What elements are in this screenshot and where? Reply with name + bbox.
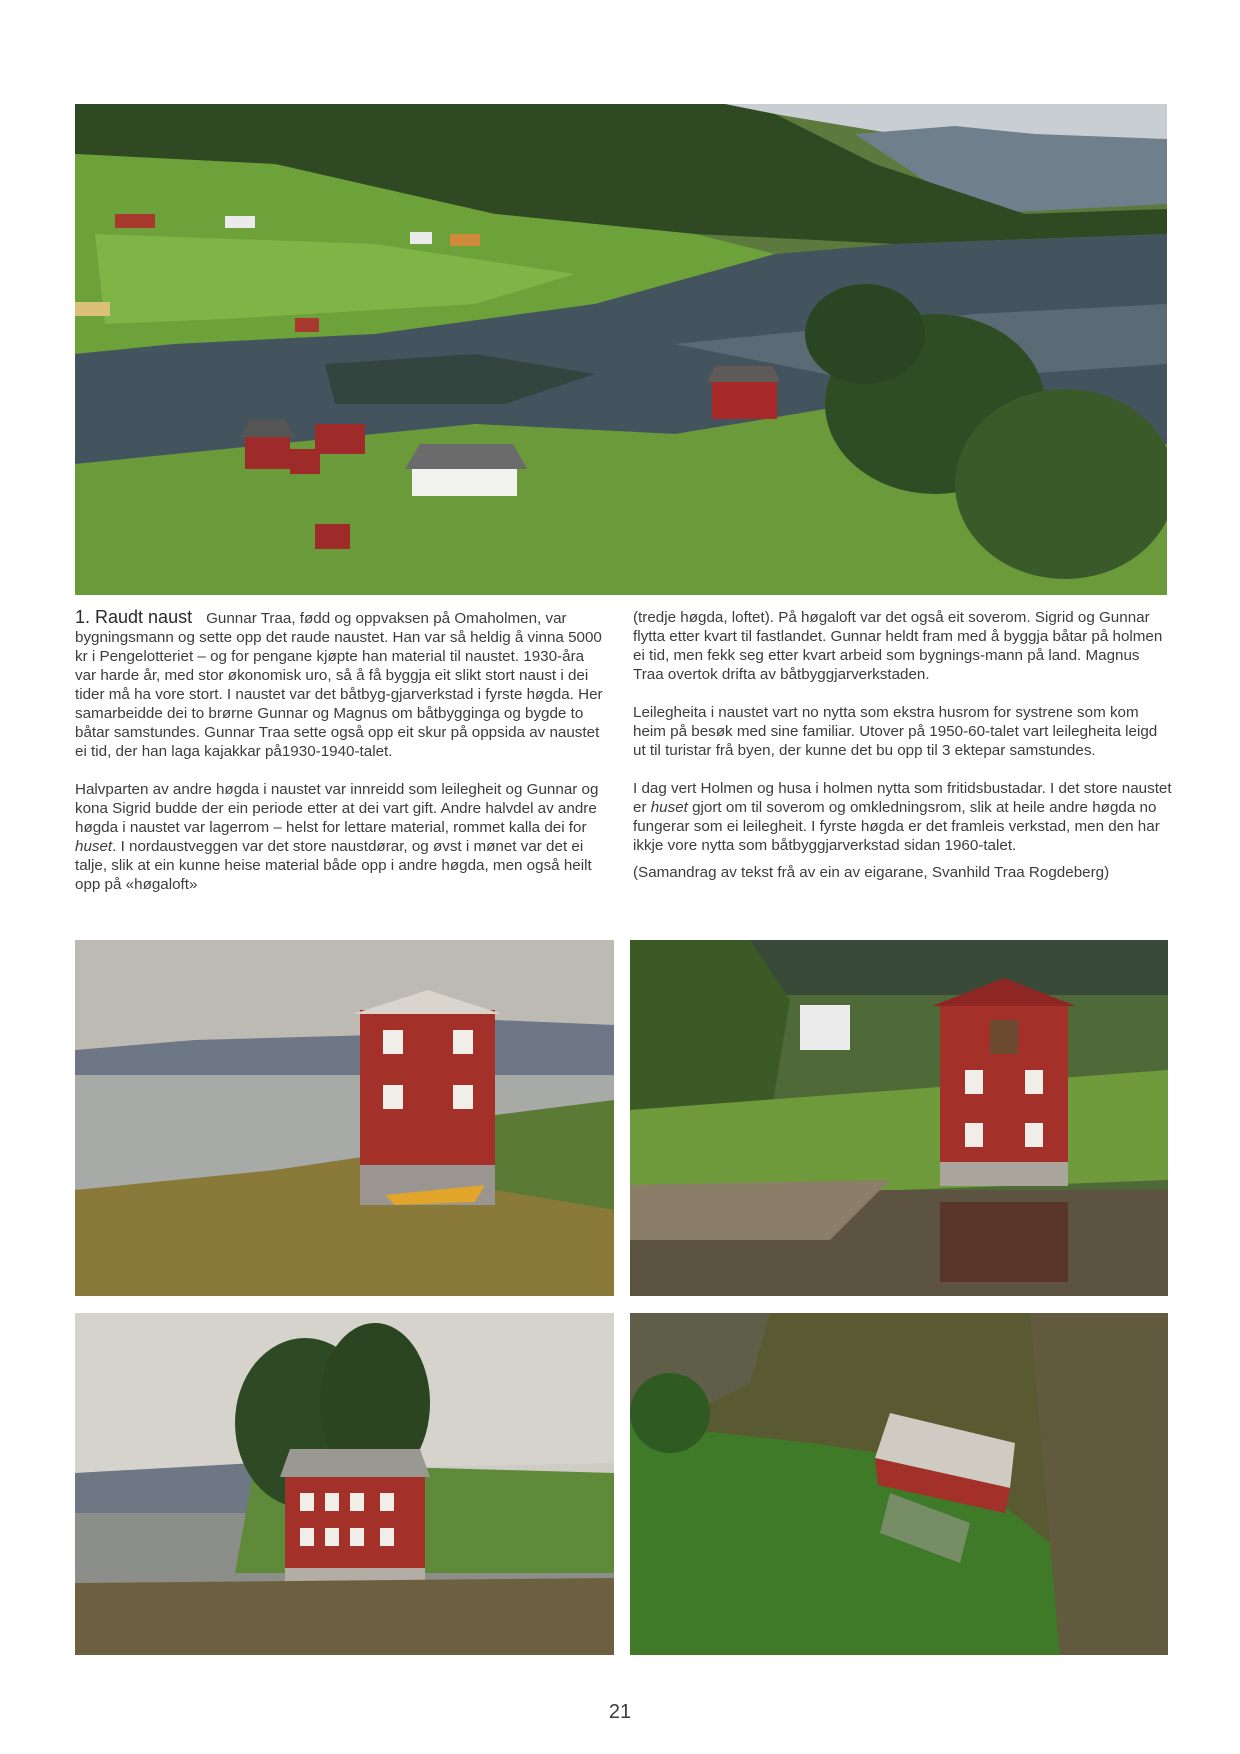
photo-boathouse-aerial	[630, 1313, 1168, 1655]
paragraph-2-end: . I nordaustveggen var det store naustdørar, og øvst i mønet var det ei talje, slik at ein kunne heise material både opp i andre høgda, men også heilt opp på «høgaloft»	[75, 838, 592, 893]
photo-boathouse-reflection	[630, 940, 1168, 1296]
article-heading: 1. Raudt naust	[75, 607, 193, 627]
page-number: 21	[608, 1701, 632, 1723]
credit-line: (Samandrag av tekst frå av ein av eigarane, Svanhild Traa Rogdeberg)	[633, 864, 1110, 881]
photo-boathouse-boat	[75, 940, 614, 1296]
paragraph-2-start: Halvparten av andre høgda i naustet var innreidd som leilegheit og Gunnar og kona Sigrid budde der ein periode etter at dei vart gift. Andre halvdel av andre høgda i naustet var lagerrom – helst for lettare material, rommet kalla dei for	[75, 781, 599, 836]
paragraph-5-end: gjort om til soverom og omkledningsrom, slik at heile andre høgda no fungerar som ei leilegheit. I fyrste høgda er det framleis verkstad, men den har ikkje vore nytta som båtbyggjarverkstad sidan 1960-talet.	[633, 799, 1160, 854]
paragraph-1: Gunnar Traa, fødd og oppvaksen på Omaholmen, var bygningsmann og sette opp det raude naustet. Han var så heldig å vinna 5000 kr i Pengelotteriet – og for pengane kjøpte han material til naustet. 1930-åra var harde år, med stor økonomisk uro, så å få byggja eit slikt stort naust i dei tider må ha vore stort. I naustet var det båtbyg-gjarverkstad i fyrste høgda. Her samarbeidde dei to brørne Gunnar og Magnus om båtbygginga og bygde to båtar samstundes. Gunnar Traa sette også opp eit skur på oppsida av naustet ei tid, der han laga kajakkar på1930-1940-talet.	[75, 610, 603, 760]
hero-photo	[75, 104, 1167, 595]
paragraph-5-start: I dag vert Holmen og husa i holmen nytta som fritidsbustadar. I det store naustet er	[633, 780, 1172, 816]
text-column-left	[75, 608, 605, 913]
paragraph-4: Leilegheita i naustet vart no nytta som ekstra husrom for systrene som kom heim på besøk med sine familiar. Utover på 1950-60-talet vart leilegheita leigd ut til turistar frå byen, der kunne det bu opp til 3 ektepar samstundes.	[633, 704, 1158, 759]
text-column-right	[633, 608, 1173, 901]
paragraph-3: (tredje høgda, loftet). På høgaloft var det også eit soverom. Sigrid og Gunnar flytta etter kvart til fastlandet. Gunnar heldt fram med å byggja båtar på holmen ei tid, men fekk seg etter kvart arbeid som bygnings-mann på land. Magnus Traa overtok drifta av båtbyggjarverkstaden.	[633, 609, 1163, 683]
paragraph-2-emphasis: huset	[75, 838, 113, 855]
paragraph-5-emphasis: huset	[650, 799, 688, 816]
photo-boathouse-trees	[75, 1313, 614, 1655]
